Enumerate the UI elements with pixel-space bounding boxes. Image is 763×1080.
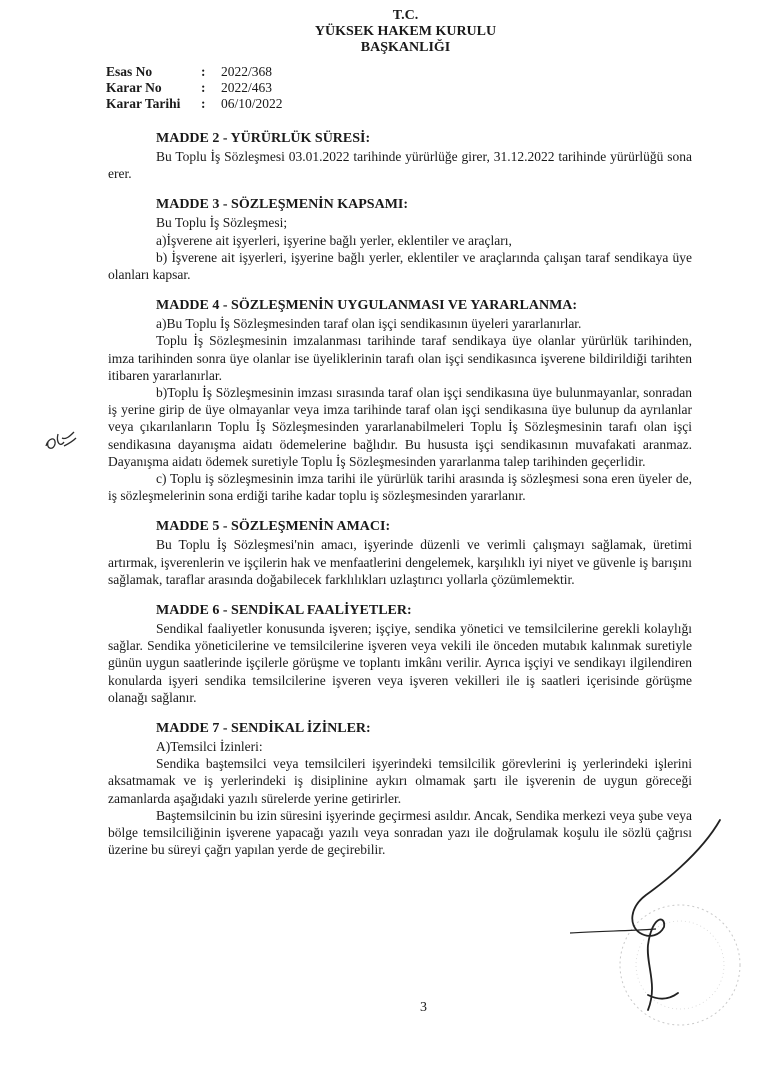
header-line-tc: T.C. xyxy=(392,8,419,23)
section-title: MADDE 7 - SENDİKAL İZİNLER: xyxy=(156,721,371,737)
header-line-presidency: BAŞKANLIĞI xyxy=(360,40,451,55)
paragraph: Bu Toplu İş Sözleşmesi'nin amacı, işyerinde düzenli ve verimli çalışmayı sağlamak, üretimi artırmak, işverenlerin ve işçilerin hak ve menfaatlerini dengelemek, karşılıklı iyi niyet ve güvenle iş barışını sağlamak, taraflar arasında doğabilecek farklılıkları uzlaştırıcı yollarla çözümlemektir. xyxy=(108,537,692,587)
section-madde-4 xyxy=(108,297,692,504)
meta-row-karar: Karar No : 2022/463 xyxy=(106,80,273,95)
meta-value: 2022/463 xyxy=(221,80,273,95)
section-title: MADDE 3 - SÖZLEŞMENİN KAPSAMI: xyxy=(156,197,409,213)
handwritten-initials xyxy=(40,420,80,460)
paragraph: A)Temsilci İzinleri: xyxy=(156,739,263,755)
document-body xyxy=(108,130,692,873)
page-number: 3 xyxy=(420,1000,427,1015)
section-madde-5 xyxy=(108,518,692,588)
meta-value: 2022/368 xyxy=(221,64,273,79)
paragraph: Toplu İş Sözleşmesinin imzalanması tarihinde taraf sendikaya üye olanlar yürürlük tarihinden, imza tarihinden sonra üye olanlar ise üyeliklerinin tarafı olan işçi sendikasınca işverene bildirildiği tarihten itibaren yararlanırlar. xyxy=(108,333,692,383)
section-title: MADDE 2 - YÜRÜRLÜK SÜRESİ: xyxy=(156,131,371,146)
paragraph: Sendika baştemsilci veya temsilcileri işyerindeki temsilcilik görevlerini iş yerlerindeki işlerini aksatmamak ve iş yerlerindeki iş disiplinine aykırı olmamak şartı ile işverenin de uygun göreceği zamanlarda aşağıdaki yazılı sürelerde yerine getirirler. xyxy=(108,756,692,806)
section-title: MADDE 6 - SENDİKAL FAALİYETLER: xyxy=(156,603,412,619)
meta-label: Karar No xyxy=(106,80,162,95)
section-title: MADDE 5 - SÖZLEŞMENİN AMACI: xyxy=(156,519,391,535)
paragraph: a)İşverene ait işyerleri, işyerine bağlı yerler, eklentiler ve araçları, xyxy=(156,232,512,248)
paragraph: c) Toplu iş sözleşmesinin imza tarihi ile yürürlük tarihi arasında iş sözleşmesi sona eren üyeler de, iş sözleşmelerinin sona erdiği tarihe kadar toplu iş sözleşmesinden yararlanır. xyxy=(108,471,692,504)
header-line-institution: YÜKSEK HAKEM KURULU xyxy=(314,24,497,39)
meta-row-karar-tarihi: Karar Tarihi : 06/10/2022 xyxy=(106,96,283,111)
meta-row-esas: Esas No : 2022/368 xyxy=(106,64,273,79)
meta-label: Karar Tarihi xyxy=(106,96,181,111)
document-header xyxy=(0,8,763,56)
section-title: MADDE 4 - SÖZLEŞMENİN UYGULANMASI VE YARARLANMA: xyxy=(156,298,578,314)
paragraph: b)Toplu İş Sözleşmesinin imzası sırasında taraf olan işçi sendikasına üye bulunmayanlar, sonradan iş yerine girip de üye olmayanlar veya imza tarihinde taraf olan işçi sendikasına üye bulunup da ayrılanlar veya çıkarılanların Toplu İş Sözleşmesinden yararlanabilmeleri Toplu İş Sözleşmesinin tarafı olan işçi sendikasına dayanışma aidatı ödemelerine bağlıdır. Bu hususta işçi sendikasının muvafakati aranmaz. Dayanışma aidatı ödemek suretiyle Toplu İş Sözleşmesinden yararlanma talep tarihinden geçerlidir. xyxy=(108,385,692,469)
paragraph: Bu Toplu İş Sözleşmesi 03.01.2022 tarihinde yürürlüğe girer, 31.12.2022 tarihinde yürürlüğü sona erer. xyxy=(108,149,692,182)
meta-value: 06/10/2022 xyxy=(221,96,283,111)
paragraph: b) İşverene ait işyerleri, işyerine bağlı yerler, eklentiler ve araçlarında çalışan taraf sendikaya üye olanları kapsar. xyxy=(108,249,692,283)
section-madde-6 xyxy=(108,602,692,706)
meta-label: Esas No xyxy=(106,64,153,79)
paragraph: a)Bu Toplu İş Sözleşmesinden taraf olan işçi sendikasının üyeleri yararlanırlar. xyxy=(156,316,582,332)
section-madde-2 xyxy=(108,130,692,182)
paragraph: Bu Toplu İş Sözleşmesi; xyxy=(156,215,288,231)
paragraph: Baştemsilcinin bu izin süresini işyerinde geçirmesi asıldır. Ancak, Sendika merkezi veya şube veya bölge temsilciliğinin işverene yapacağı yazılı veya sonradan yazı ile doğrulamak koşulu ile sözlü çağrısı üzerine bu süreyi çağrı yapılan yerde de geçirebilir. xyxy=(108,807,692,858)
case-metadata xyxy=(106,64,283,112)
paragraph: Sendikal faaliyetler konusunda işveren; işçiye, sendika yönetici ve temsilcilerine gerekli kolaylığı sağlar. Sendika yöneticilerine ve temsilcilerine işveren veya vekili ile önceden mutabık kalınmak suretiyle günün uygun saatlerinde işçilerle görüşme ve toplantı imkânı verilir. Ayrıca işçiyi ve sendikayı ilgilendiren konularda işyeri sendika temsilcilerine işveren veya işveren vekilleri ile iş saatleri içerisinde görüşme olanağı sağlanır. xyxy=(108,621,692,705)
section-madde-3 xyxy=(108,196,692,283)
